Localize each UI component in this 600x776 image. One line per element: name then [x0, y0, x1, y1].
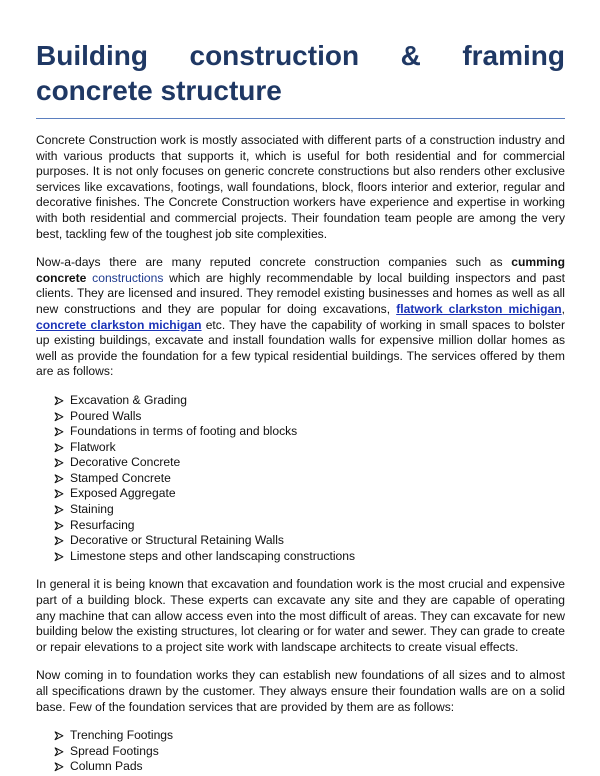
service-label: Decorative Concrete [70, 455, 181, 470]
link-separator: , [561, 301, 566, 316]
title-underline-divider [36, 118, 565, 119]
list-item [54, 502, 565, 518]
arrow-bullet-icon [54, 486, 64, 502]
service-label: Excavation & Grading [70, 392, 187, 407]
companies-text-3: etc. They have the capability of working in small spaces to bolster up existing buildings, excavate and install foundation walls for expensive million dollar homes as well as provide the foundation for a few typical residential buildings. The services offered by them are as follows: [36, 317, 565, 379]
cumming-concrete-bold: cumming concrete [36, 255, 565, 285]
service-label: Staining [70, 502, 114, 517]
arrow-bullet-icon [54, 471, 64, 487]
service-label: Poured Walls [70, 408, 142, 423]
service-label: Stamped Concrete [70, 470, 171, 485]
foundation-paragraph: Now coming in to foundation works they can establish new foundations of all sizes and to almost all specifications drawn by the customer. They always ensure their foundation walls are on a solid base. Few of the foundation services that are provided by them are as follows: [36, 668, 565, 714]
arrow-bullet-icon [54, 393, 64, 409]
excavation-paragraph: In general it is being known that excavation and foundation work is the most crucial and expensive part of a building block. These experts can excavate any site and they are capable of operating any machine that can allow access even into the most difficult of areas. They can excavate for new building below the existing structures, lot clearing or for water and sewer. They can grade to create or repair elevations to a project site work with landscape architects to create visual effects. [36, 577, 565, 654]
arrow-bullet-icon [54, 502, 64, 518]
concrete-clarkston-link[interactable]: concrete clarkston michigan [36, 317, 202, 332]
arrow-bullet-icon [54, 455, 64, 471]
arrow-bullet-icon [54, 424, 64, 440]
arrow-bullet-icon [54, 409, 64, 425]
arrow-bullet-icon [54, 728, 64, 744]
service-label: Resurfacing [70, 517, 135, 532]
flatwork-clarkston-link[interactable]: flatwork clarkston michigan [396, 301, 562, 316]
list-item [54, 424, 565, 440]
list-item [54, 455, 565, 471]
companies-text-1: Now-a-days there are many reputed concrete construction companies such as [36, 255, 512, 270]
list-item [54, 440, 565, 456]
list-item [54, 728, 565, 744]
list-item [54, 549, 565, 565]
foundation-service-label: Trenching Footings [70, 728, 174, 743]
service-label: Foundations in terms of footing and blocks [70, 424, 298, 439]
list-item [54, 486, 565, 502]
foundation-service-label: Column Pads [70, 759, 143, 774]
arrow-bullet-icon [54, 518, 64, 534]
list-item [54, 533, 565, 549]
foundation-service-label: Spread Footings [70, 743, 159, 758]
list-item [54, 393, 565, 409]
companies-paragraph [36, 255, 565, 380]
service-label: Flatwork [70, 439, 116, 454]
arrow-bullet-icon [54, 744, 64, 760]
arrow-bullet-icon [54, 533, 64, 549]
companies-text-2: which are highly recommendable by local building inspectors and past clients. They are licensed and insured. They remodel existing businesses and homes as well as all new constructions and they are popular for doing excavations, [36, 270, 565, 316]
service-label: Exposed Aggregate [70, 486, 176, 501]
intro-paragraph: Concrete Construction work is mostly associated with different parts of a construction industry and with various products that supports it, which is useful for both residential and for commercial purposes. It is not only focuses on generic concrete constructions but also renders other exclusive services like excavations, footings, wall foundations, block, floors interior and exterior, regular and decorative finishes. The Concrete Construction workers have experience and expertise in working with both residential and commercial projects. Their foundation team people are among the very best, tackling few of the toughest job site complexities. [36, 133, 565, 241]
services-list [36, 393, 565, 565]
list-item [54, 518, 565, 534]
list-item [54, 409, 565, 425]
arrow-bullet-icon [54, 549, 64, 565]
arrow-bullet-icon [54, 759, 64, 775]
list-item [54, 471, 565, 487]
service-label: Limestone steps and other landscaping constructions [70, 548, 356, 563]
foundation-services-list [36, 728, 565, 775]
arrow-bullet-icon [54, 440, 64, 456]
list-item [54, 744, 565, 760]
service-label: Decorative or Structural Retaining Walls [70, 533, 284, 548]
constructions-highlight: constructions [92, 270, 164, 285]
page-title: Building construction & framing concrete structure [36, 40, 565, 106]
list-item [54, 759, 565, 775]
